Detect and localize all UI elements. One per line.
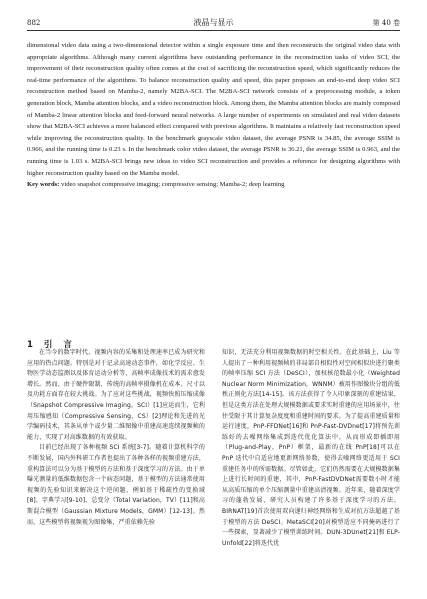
- paragraph: 在当今的数字时代，视频内容的采集和处理速率已成为研究和应用的热点问题。特别是对于记录高速动态事件，如化学反应、生物医学动态监测以及体育运动分析等，高帧率成像技术的需求愈发增长。然而，由于硬件限制，传统的高帧率摄像机在成本、尺寸以及功耗方面存在较大挑战。为了应对这些挑战，视频快照压缩成像（Snapshot Compressive Imaging，SCI）[1]应运而生，它利用压缩感知（Compressive Sensing，CS）[2]理论和先进的光学编码技术，其条从单个或少量二维图像中重建高速连续视频帧的能力，实现了对高维数据的有效获取。: [27, 349, 205, 441]
- paragraph: 目前已经出现了各种视频 SCI 系统[3-7]。随着计算机科学的不断发展，国内外科研工作者也提出了各种各样的视频重建方法，重构算法可以分为基于模型的方法和基于深度学习的方法。由于单曝光测量的低维数据包含一个病态问题，基于模型的方法通常使用视频的先验知识来解决这个逆问题，例如基于稀疏性的变换域[8]、字典学习[9-10]、总变分（Total Variation，TV）[11]和高斯混合模型（Gaussian Mixture Models，GMM）[12-13]。然而，这些模型将视频视为图像集，严重依赖先验: [27, 444, 205, 526]
- page-number: 882: [27, 19, 41, 27]
- keywords-line: [27, 179, 400, 191]
- keywords-label: Key words:: [27, 181, 60, 189]
- section-heading: 1 引 言: [27, 340, 76, 350]
- abstract-block: [27, 40, 400, 191]
- volume-label: 第 40 卷: [372, 19, 400, 27]
- right-column: [222, 348, 400, 549]
- left-column: [27, 348, 205, 528]
- journal-title: 液晶与显示: [193, 18, 234, 27]
- keywords-text: video snapshot compressive imaging; compressive sensing; Mamba-2; deep learning: [61, 181, 285, 189]
- abstract-text: dimensional video data using a two-dimensional detector within a single exposure time and then reconstructs the original video data with appropriate algorithms. Although many current algorithms have outstanding performance in the reconstruction tasks of video SCI, the improvement of their reconstruction quality often comes at the cost of sacrificing the reconstruction speed, which significantly reduces the real-time performance of the algorithms. To balance reconstruction quality and speed, this paper proposes an end-to-end deep video SCI reconstruction method based on Mamba-2, namely M2BA-SCI. The M2BA-SCI network consists of a preprocessing module, a token generation block, Mamba attention blocks, and a video reconstruction block. Among them, the Mamba attention blocks are mainly composed of Mamba-2 linear attention blocks and feed-forward neural networks. A large number of experiments on simulated and real video datasets show that M2BA-SCI achieves a more balanced effect compared with previous algorithms. It maintains a relatively fast reconstruction speed while improving the reconstruction quality. In the benchmark grayscale video dataset, the average PSNR is 34.85, the average SSIM is 0.966, and the running time is 0.23 s. In the benchmark color video dataset, the average PSNR is 36.21, the average SSIM is 0.963, and the running time is 1.03 s. M2BA-SCI brings new ideas to video SCI reconstruction and provides a reference for designing algorithms with higher reconstruction quality based on the Mamba model.: [27, 42, 400, 177]
- page-header: [27, 16, 400, 31]
- paragraph: 知识，无法充分利用视频数据的时空相关性。在此基础上，Liu 等人提出了一种利用视频帧的非局部自相似性对空间相似块进行聚类的帧率压缩 SCI 方法（DeSCI），加权核范数最小化（Weighted Nuclear Norm Minimization，WNNM）被用作图像块分组的低秩正则化方法[14-15]。该方法获得了令人印象深刻的重建结果，但是这类方法在处理大规模数据或要求实时重建的应用场景中，往往受限于其计算复杂度度和重建时间的要求。为了提高重建质量和运行速度，PnP-FFDNet[16]和 PnP-Fast-DVDnet[17]将预先训练好的去噪网络集成到迭代优化算法中，从而形成即插即用（Plug-and-Play，PnP）框架，最新的在线 PnP[18]可以在 PnP 迭代中自适应地更新网络参数，使得去噪网络更适用于 SCI 重建任务中的所需数据。尽管如此，它们仍然需要在大规模数据集上进行长时间的重建，其中，PnP-FastDVDNet需要数小时才能从高质压缩的单个压缩测量中重建高清视频。近年来，随着深度学习的蓬勃发展，研究人员构建了许多基于深度学习的方法。BIRNAT[19]首次使用双向递归神经网络和生成对抗方法超越了基于模型的方法 DeSCI。MetaSCI[20]对模型适应不同掩码进行了一些探索，显著减少了模型训练时间。DUN-3DUnet[21]和 ELP-Unfold[22]将迭代优: [222, 349, 400, 547]
